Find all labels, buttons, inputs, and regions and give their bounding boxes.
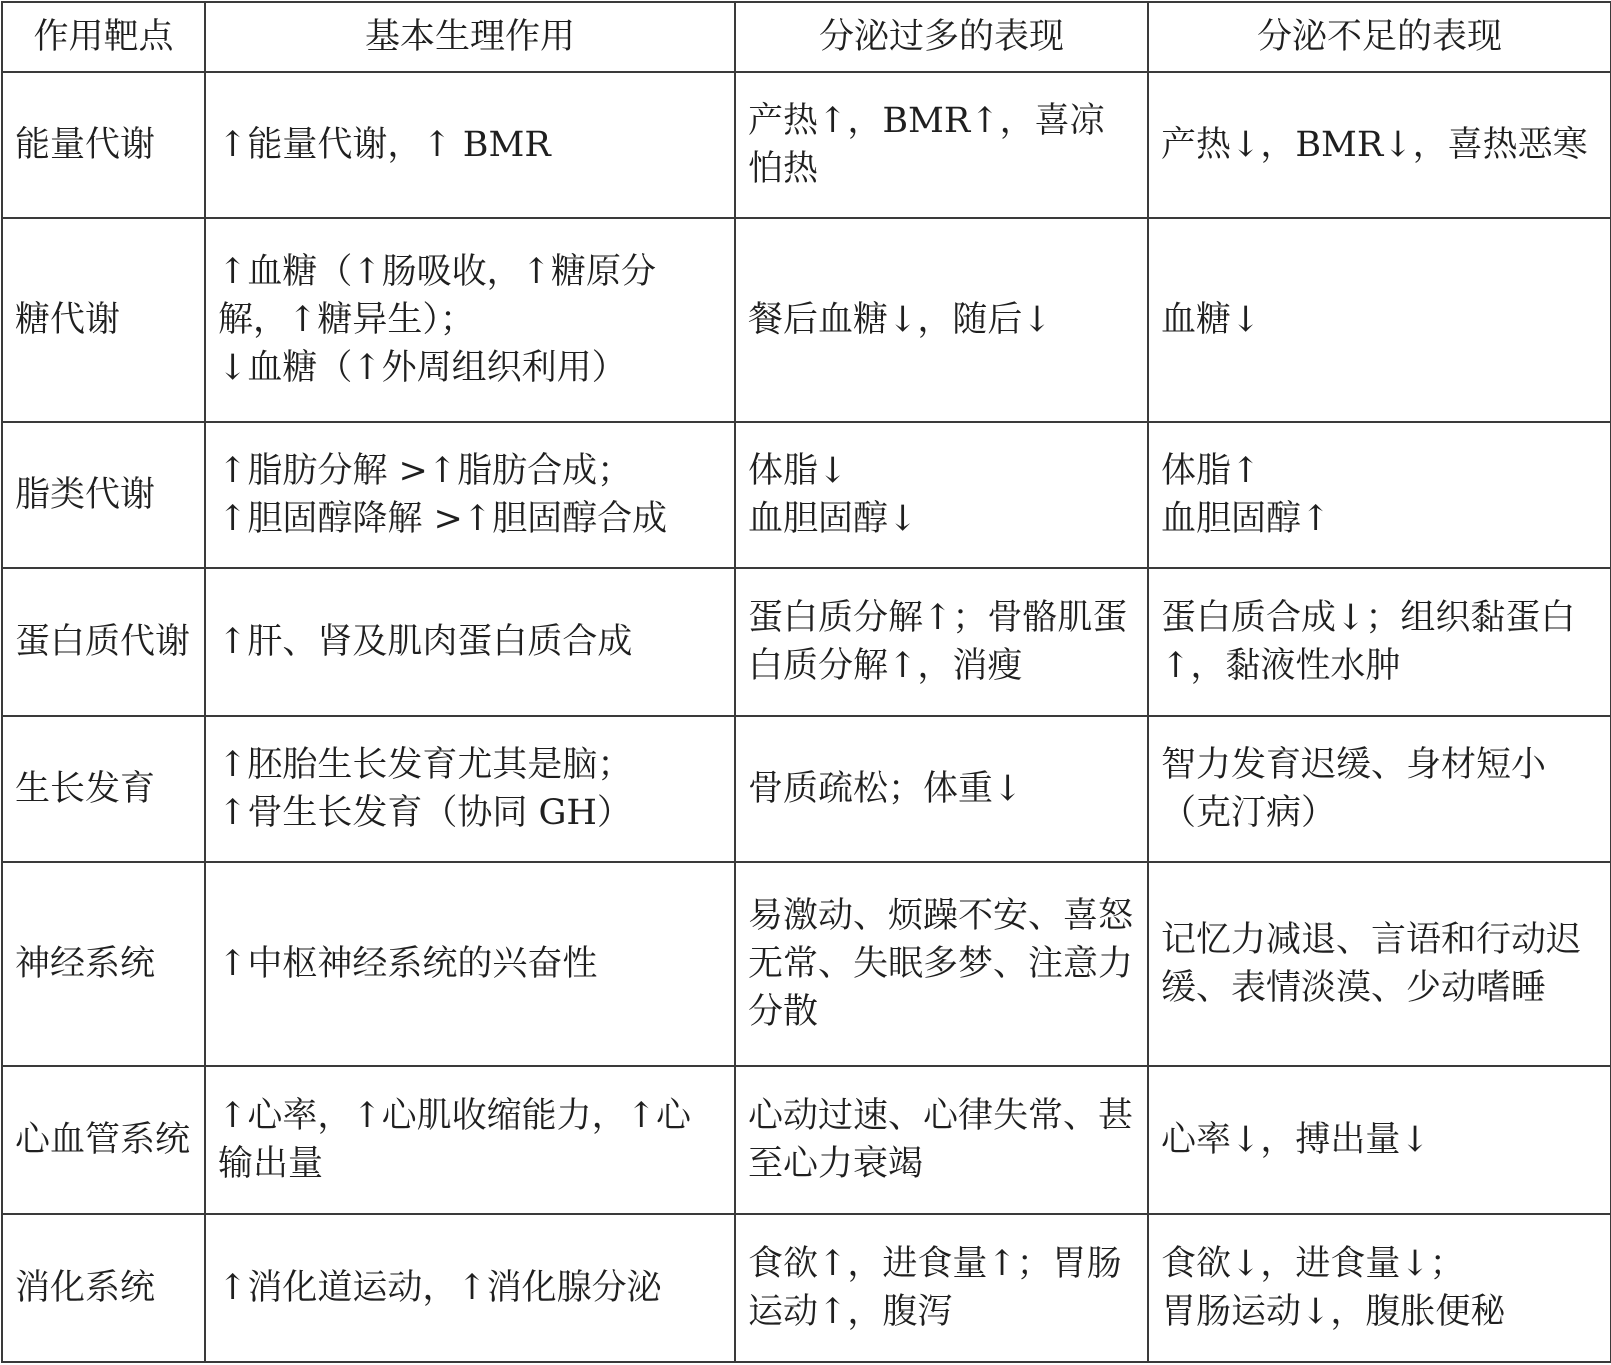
cell-basic-effect: ↑消化道运动，↑消化腺分泌 [205,1214,735,1362]
cell-deficiency: 食欲↓，进食量↓； 胃肠运动↓，腹胀便秘 [1148,1214,1611,1362]
cell-target: 能量代谢 [2,72,205,218]
cell-excess: 蛋白质分解↑；骨骼肌蛋白质分解↑，消瘦 [735,568,1148,716]
cell-target: 蛋白质代谢 [2,568,205,716]
cell-target: 脂类代谢 [2,422,205,568]
cell-basic-effect: ↑血糖（↑肠吸收，↑糖原分解，↑糖异生）； ↓血糖（↑外周组织利用） [205,218,735,422]
cell-basic-effect: ↑能量代谢，↑ BMR [205,72,735,218]
cell-basic-effect: ↑心率，↑心肌收缩能力，↑心输出量 [205,1066,735,1214]
cell-excess: 食欲↑，进食量↑；胃肠运动↑，腹泻 [735,1214,1148,1362]
table-row [2,568,1611,716]
header-target: 作用靶点 [2,2,205,72]
cell-excess: 餐后血糖↓，随后↓ [735,218,1148,422]
cell-target: 消化系统 [2,1214,205,1362]
table-row [2,422,1611,568]
cell-basic-effect: ↑胚胎生长发育尤其是脑； ↑骨生长发育（协同 GH） [205,716,735,862]
cell-target: 生长发育 [2,716,205,862]
cell-basic-effect: ↑中枢神经系统的兴奋性 [205,862,735,1066]
table-row [2,862,1611,1066]
cell-deficiency: 记忆力减退、言语和行动迟缓、表情淡漠、少动嗜睡 [1148,862,1611,1066]
cell-excess: 骨质疏松；体重↓ [735,716,1148,862]
cell-excess: 产热↑，BMR↑，喜凉怕热 [735,72,1148,218]
table-row [2,218,1611,422]
cell-deficiency: 智力发育迟缓、身材短小（克汀病） [1148,716,1611,862]
cell-target: 心血管系统 [2,1066,205,1214]
header-basic-effect: 基本生理作用 [205,2,735,72]
table-header-row [2,2,1611,72]
cell-target: 糖代谢 [2,218,205,422]
cell-deficiency: 体脂↑ 血胆固醇↑ [1148,422,1611,568]
cell-target: 神经系统 [2,862,205,1066]
table-row [2,72,1611,218]
cell-excess: 体脂↓ 血胆固醇↓ [735,422,1148,568]
cell-basic-effect: ↑肝、肾及肌肉蛋白质合成 [205,568,735,716]
cell-deficiency: 心率↓，搏出量↓ [1148,1066,1611,1214]
thyroid-hormone-table [1,1,1611,1363]
cell-deficiency: 蛋白质合成↓；组织黏蛋白↑，黏液性水肿 [1148,568,1611,716]
cell-deficiency: 产热↓，BMR↓，喜热恶寒 [1148,72,1611,218]
table-row [2,1066,1611,1214]
table-row [2,716,1611,862]
table-row [2,1214,1611,1362]
header-deficiency: 分泌不足的表现 [1148,2,1611,72]
cell-basic-effect: ↑脂肪分解 >↑脂肪合成； ↑胆固醇降解 >↑胆固醇合成 [205,422,735,568]
cell-excess: 易激动、烦躁不安、喜怒无常、失眠多梦、注意力分散 [735,862,1148,1066]
cell-excess: 心动过速、心律失常、甚至心力衰竭 [735,1066,1148,1214]
header-excess: 分泌过多的表现 [735,2,1148,72]
cell-deficiency: 血糖↓ [1148,218,1611,422]
